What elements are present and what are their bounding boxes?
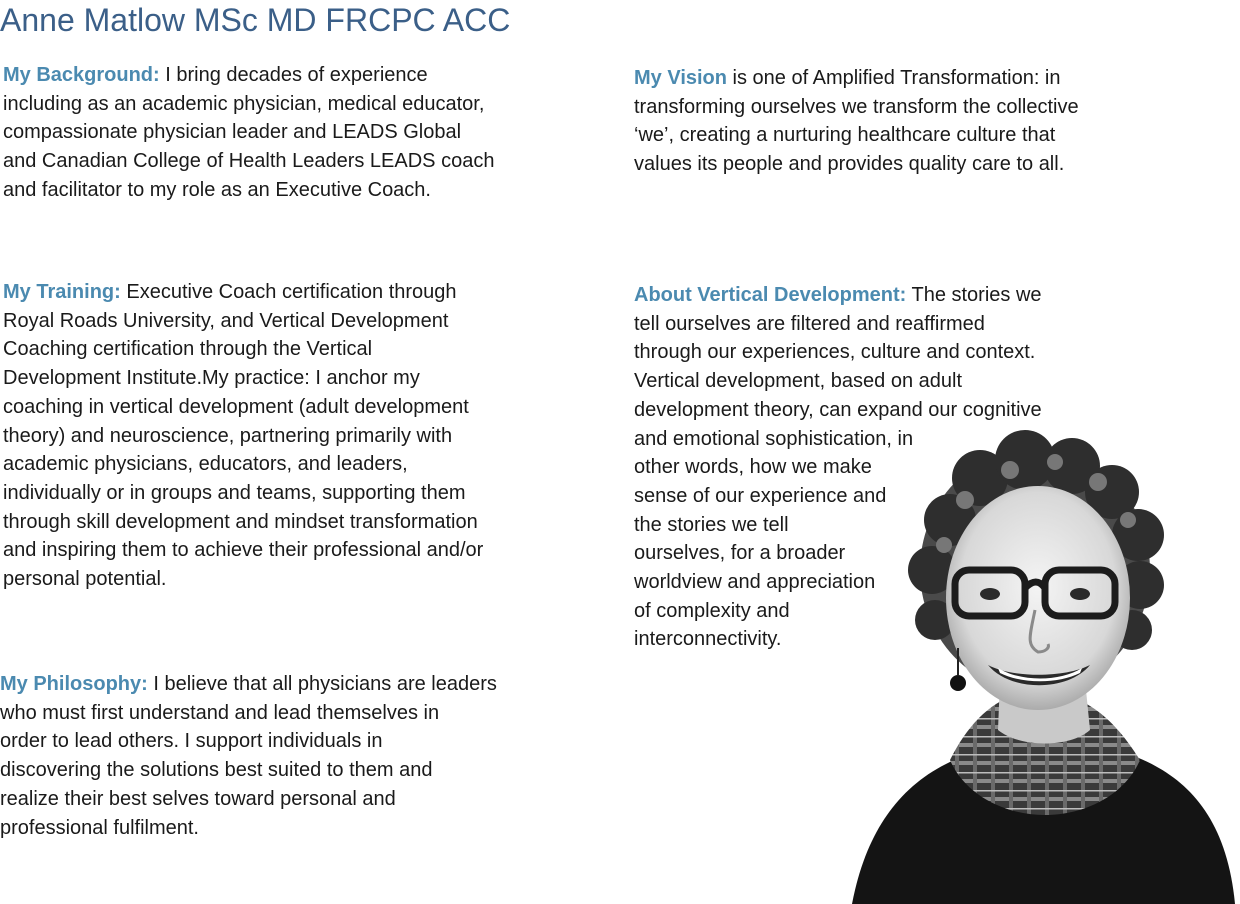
vertical-line: tell ourselves are filtered and reaffirmed <box>634 312 985 335</box>
vertical-line: other words, how we make <box>634 456 872 479</box>
vertical-line: of complexity and <box>634 599 790 622</box>
philosophy-line: realize their best selves toward personal and <box>0 787 396 810</box>
training-line: coaching in vertical development (adult development <box>3 395 469 418</box>
training-line: through skill development and mindset transformation <box>3 510 478 533</box>
vertical-line: interconnectivity. <box>634 628 782 651</box>
vision-line: My Vision is one of Amplified Transformation: in <box>634 67 1061 89</box>
vertical-line: the stories we tell <box>634 513 789 536</box>
page-title: Anne Matlow MSc MD FRCPC ACC <box>0 2 511 38</box>
vision-line: ‘we’, creating a nurturing healthcare culture that <box>634 124 1056 147</box>
vision-line: values its people and provides quality care to all. <box>634 153 1065 176</box>
vision-line: transforming ourselves we transform the collective <box>634 95 1079 118</box>
background-line: compassionate physician leader and LEADS Global <box>3 121 462 144</box>
philosophy-line: My Philosophy: I believe that all physicians are leaders <box>0 673 497 695</box>
background-section <box>3 61 494 205</box>
training-line: individually or in groups and teams, supporting them <box>3 481 466 504</box>
vertical-line: through our experiences, culture and context. <box>634 341 1036 364</box>
philosophy-line: professional fulfilment. <box>0 816 199 839</box>
training-line: Development Institute.My practice: I anchor my <box>3 367 420 390</box>
background-line: and Canadian College of Health Leaders LEADS coach <box>3 150 495 173</box>
vertical-line: ourselves, for a broader <box>634 542 846 565</box>
vertical-line: development theory, can expand our cognitive <box>634 398 1042 421</box>
philosophy-line: discovering the solutions best suited to them and <box>0 759 433 782</box>
vision-section <box>634 64 1079 179</box>
philosophy-section <box>0 670 497 842</box>
background-label: My Background: <box>3 64 160 86</box>
background-line: and facilitator to my role as an Executive Coach. <box>3 178 431 201</box>
vision-label: My Vision <box>634 67 727 89</box>
training-line: theory) and neuroscience, partnering primarily with <box>3 424 453 447</box>
background-line: My Background: I bring decades of experience <box>3 64 428 86</box>
vertical-line: and emotional sophistication, in <box>634 427 914 450</box>
training-section <box>3 278 483 594</box>
training-line: academic physicians, educators, and leaders, <box>3 453 408 476</box>
training-line: Coaching certification through the Vertical <box>3 338 373 361</box>
background-line: including as an academic physician, medical educator, <box>3 92 485 115</box>
philosophy-line: who must first understand and lead themselves in <box>0 701 440 724</box>
philosophy-line: order to lead others. I support individuals in <box>0 730 383 753</box>
training-line: My Training: Executive Coach certification through <box>3 281 457 303</box>
philosophy-label: My Philosophy: <box>0 673 148 695</box>
training-label: My Training: <box>3 281 121 303</box>
vertical-line: sense of our experience and <box>634 484 887 507</box>
training-line: Royal Roads University, and Vertical Development <box>3 309 449 332</box>
vertical-line: Vertical development, based on adult <box>634 370 962 393</box>
training-line: and inspiring them to achieve their professional and/or <box>3 539 484 562</box>
portrait-photo-icon <box>840 430 1240 904</box>
training-line: personal potential. <box>3 568 167 591</box>
vertical-line: worldview and appreciation <box>634 571 876 594</box>
vertical-development-label: About Vertical Development: <box>634 284 907 306</box>
vertical-line: About Vertical Development: The stories we <box>634 284 1042 306</box>
